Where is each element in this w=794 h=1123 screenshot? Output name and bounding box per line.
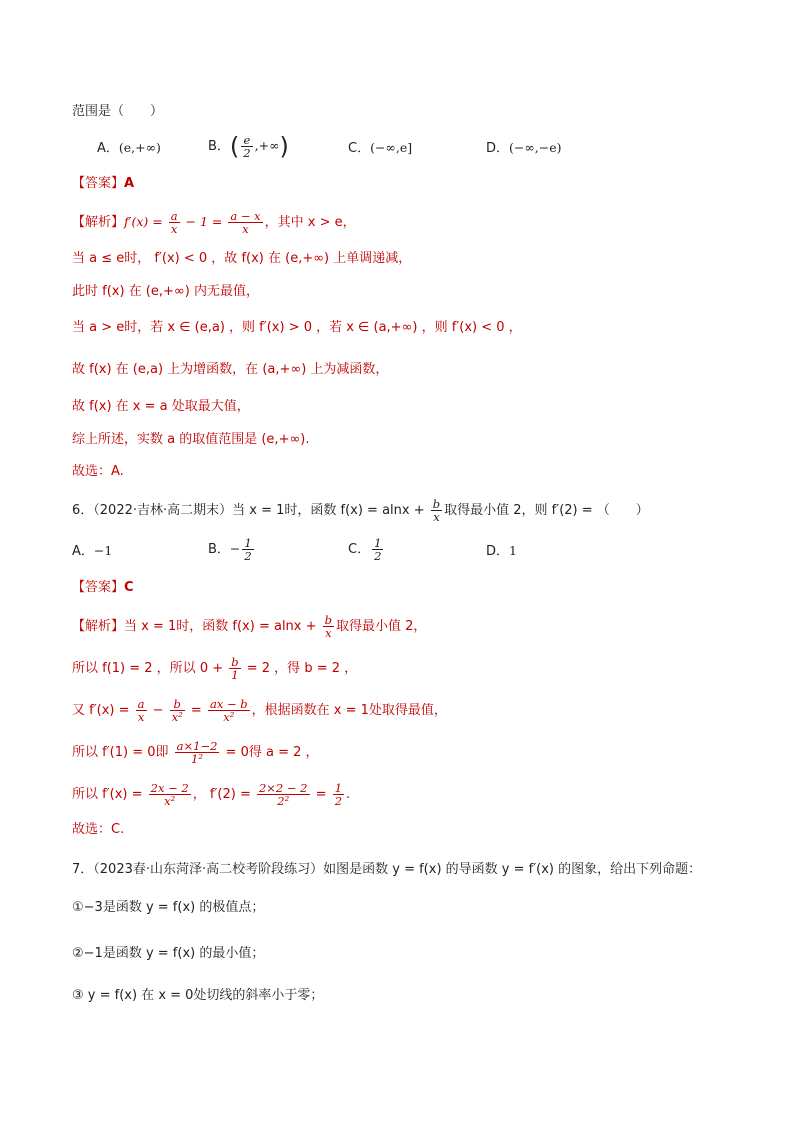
q6-option-b bbox=[208, 537, 256, 562]
q5-l1-pre: f′(x) = bbox=[124, 214, 167, 229]
q5-answer-value: A bbox=[124, 176, 135, 191]
q5-analysis-line-6: 故 f(x) 在 x = a 处取最大值， bbox=[72, 399, 250, 414]
q5-option-d-value: (−∞,−e) bbox=[509, 140, 562, 155]
q5-answer-tag: 【答案】 bbox=[72, 176, 125, 191]
q6-stem-fraction: $\frac{b}{x}$ bbox=[432, 497, 441, 524]
q7-item-1: ①−3是函数 y = f(x) 的极值点； bbox=[72, 900, 265, 915]
q5-l1-frac-2: $\frac{a - x}{x}$ bbox=[230, 209, 261, 236]
q6-l5-pre: 所以 f′(x) = bbox=[72, 787, 147, 802]
q6-l3-minus: − bbox=[148, 703, 168, 718]
q5-analysis-line-1 bbox=[72, 210, 356, 235]
q6-l4-post: = 0得 a = 2 ， bbox=[221, 745, 319, 760]
q5-option-d-label: D． bbox=[486, 141, 510, 156]
q6-l1-post: 取得最小值 2， bbox=[336, 619, 427, 634]
q6-option-b-sign: − bbox=[229, 541, 241, 556]
q5-option-a-value: (e,+∞) bbox=[118, 140, 161, 155]
q5-option-a-label: A． bbox=[97, 141, 119, 156]
q6-l4-pre: 所以 f′(1) = 0即 bbox=[72, 745, 173, 760]
q6-option-c bbox=[348, 537, 385, 562]
q6-l3-frac-2: $\frac{b}{\text{x²}}$ bbox=[171, 697, 183, 724]
q6-choose: 故选：C. bbox=[72, 822, 125, 837]
q6-answer-value: C bbox=[124, 580, 134, 595]
q6-l3-eq: = bbox=[186, 703, 206, 718]
q6-stem bbox=[72, 498, 649, 523]
q6-l1-pre: 当 x = 1时，函数 f(x) = alnx + bbox=[124, 619, 321, 634]
q6-l5-frac-1: $\frac{2x - 2}{\text{x²}}$ bbox=[150, 781, 189, 808]
q7-item-2: ②−1是函数 y = f(x) 的最小值； bbox=[72, 946, 265, 961]
q6-l3-frac-1: $\frac{a}{x}$ bbox=[137, 697, 145, 724]
q5-answer bbox=[72, 174, 134, 194]
q6-l5-mid: ， f′(2) = bbox=[192, 787, 255, 802]
q6-option-b-label: B． bbox=[208, 542, 230, 557]
q6-analysis-line-2 bbox=[72, 656, 357, 681]
q6-answer bbox=[72, 578, 134, 598]
q5-analysis-tag: 【解析】 bbox=[72, 215, 125, 230]
q5-l1-post: ，其中 x > e， bbox=[264, 215, 356, 230]
q5-option-c-value: (−∞,e] bbox=[370, 140, 413, 155]
q6-l3-pre: 又 f′(x) = bbox=[72, 703, 134, 718]
q6-analysis-line-3 bbox=[72, 698, 447, 723]
q5-option-b-lparen: ( bbox=[229, 132, 240, 161]
q6-option-c-fraction: $\frac{1}{2}$ bbox=[374, 536, 382, 563]
q6-analysis-line-5 bbox=[72, 782, 350, 807]
q6-analysis-line-4 bbox=[72, 740, 319, 765]
q6-l4-frac: $\frac{a\times 1-2}{\text{1²}}$ bbox=[176, 739, 218, 766]
q5-option-c-label: C． bbox=[348, 141, 371, 156]
q6-l5-frac-3: $\frac{1}{2}$ bbox=[334, 781, 343, 808]
q6-analysis-tag: 【解析】 bbox=[72, 619, 125, 634]
q5-option-d bbox=[486, 138, 562, 159]
q6-option-d-value: 1 bbox=[509, 543, 517, 558]
q6-stem-post: 取得最小值 2，则 f′(2) = （ ） bbox=[444, 503, 649, 518]
q6-stem-pre: 6．（2022·吉林·高二期末）当 x = 1时，函数 f(x) = alnx + bbox=[72, 503, 429, 518]
q6-analysis-line-1 bbox=[72, 614, 426, 639]
q6-option-d bbox=[486, 541, 517, 562]
q5-analysis-line-5: 故 f(x) 在 (e,a) 上为增函数，在 (a,+∞) 上为减函数， bbox=[72, 362, 389, 377]
q5-option-b-fraction: $\frac{e}{2}$ bbox=[243, 133, 251, 160]
q5-option-b-tail: ,+∞ bbox=[254, 138, 280, 153]
q7-stem: 7．（2023春·山东菏泽·高二校考阶段练习）如图是函数 y = f(x) 的导函数 y = f′(x) 的图象，给出下列命题： bbox=[72, 862, 702, 877]
q5-option-c bbox=[348, 138, 412, 159]
q5-choose: 故选：A. bbox=[72, 464, 124, 479]
q5-l1-frac-1: $\frac{a}{x}$ bbox=[170, 209, 178, 236]
q6-l3-post: ，根据函数在 x = 1处取得最值， bbox=[251, 703, 447, 718]
q5-analysis-line-2: 当 a ≤ e时， f′(x) < 0 ，故 f(x) 在 (e,+∞) 上单调递减， bbox=[72, 251, 412, 266]
q5-analysis-line-3: 此时 f(x) 在 (e,+∞) 内无最值， bbox=[72, 284, 259, 299]
q6-l2-pre: 所以 f(1) = 2 ，所以 0 + bbox=[72, 661, 228, 676]
q6-answer-tag: 【答案】 bbox=[72, 580, 125, 595]
q5-option-b-label: B． bbox=[208, 139, 230, 154]
q6-l5-post: . bbox=[346, 787, 351, 802]
q5-analysis-line-4: 当 a > e时，若 x ∈ (e,a) ，则 f′(x) > 0 ，若 x ∈ (a,+∞) ，则 f′(x) < 0 ， bbox=[72, 320, 522, 335]
q5-option-b-rparen: ) bbox=[279, 132, 289, 161]
q5-option-b bbox=[208, 134, 289, 159]
q6-l2-frac: $\frac{b}{1}$ bbox=[231, 655, 239, 682]
q5-option-a bbox=[97, 138, 161, 159]
q6-l2-post: = 2 ，得 b = 2 ， bbox=[242, 661, 358, 676]
q6-option-a-label: A． bbox=[72, 544, 94, 559]
q6-l5-eq: = bbox=[311, 787, 331, 802]
q5-analysis-line-7: 综上所述，实数 a 的取值范围是 (e,+∞). bbox=[72, 432, 310, 447]
q6-option-c-label: C． bbox=[348, 542, 371, 557]
q5-stem-tail: 范围是（ ） bbox=[72, 104, 164, 119]
q6-l5-frac-2: $\frac{2\times 2 - 2}{\text{2²}}$ bbox=[258, 781, 308, 808]
q6-l3-frac-3: $\frac{ax - b}{\text{x²}}$ bbox=[209, 697, 248, 724]
q6-option-a bbox=[72, 541, 112, 562]
q7-item-3: ③ y = f(x) 在 x = 0处切线的斜率小于零； bbox=[72, 988, 324, 1003]
q6-l1-frac: $\frac{b}{x}$ bbox=[324, 613, 333, 640]
q5-l1-mid: − 1 = bbox=[181, 214, 227, 229]
q6-option-b-fraction: $\frac{1}{2}$ bbox=[244, 536, 252, 563]
q6-option-a-value: −1 bbox=[93, 543, 113, 558]
q6-option-d-label: D． bbox=[486, 544, 510, 559]
